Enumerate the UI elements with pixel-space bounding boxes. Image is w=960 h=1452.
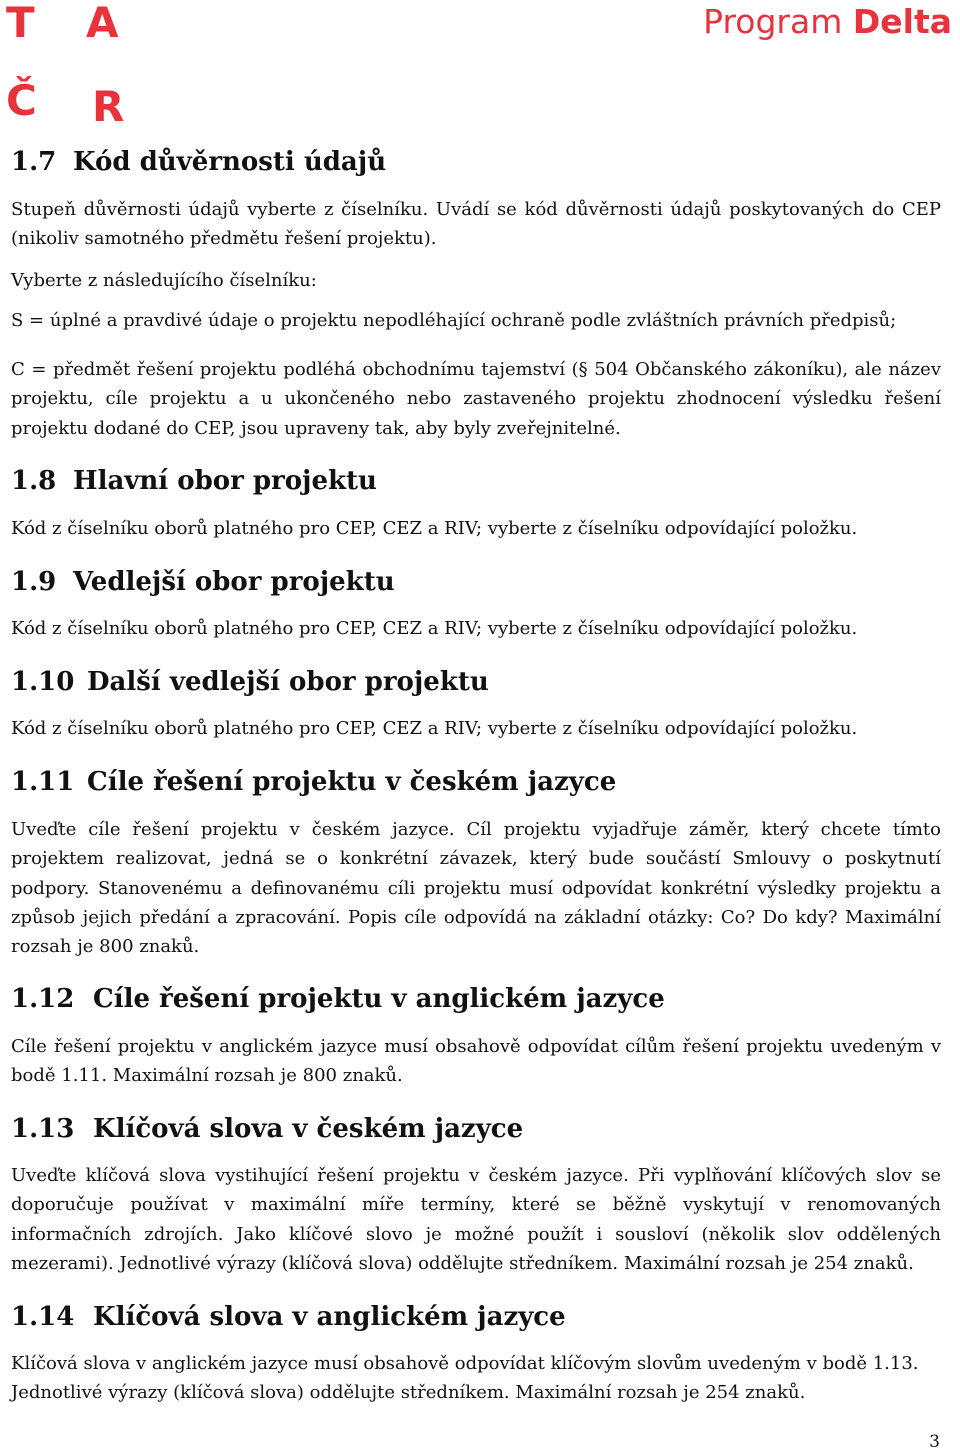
paragraph-select-codelist: Vyberte z následujícího číselníku: (11, 270, 317, 291)
section-title: Cíle řešení projektu v anglickém jazyce (93, 984, 665, 1014)
tacr-logo-letter-t: T (6, 0, 35, 47)
section-title: Hlavní obor projektu (73, 466, 377, 496)
section-heading-1-7 (11, 146, 386, 178)
paragraph-code-c: C = předmět řešení projektu podléhá obchodnímu tajemství (§ 504 Občanského zákoníku), ale název projektu, cíle projektu a u ukončeného nebo zastaveného projektu zhodnocení výsledku řešení projektu dodané do CEP, jsou upraveny tak, aby byly zveřejnitelné. (11, 359, 941, 439)
program-logo-bold: Delta (852, 2, 952, 41)
section-number: 1.10 (11, 667, 75, 697)
paragraph-goals-cz: Uveďte cíle řešení projektu v českém jazyce. Cíl projektu vyjadřuje záměr, který chcete tímto projektem realizovat, jedná se o konkrétní závazek, který bude součástí Smlouvy o poskytnutí podpory. Stanovenému a definovanému cíli projektu musí odpovídat konkrétní výsledky projektu a způsob jejich předání a zpracování. Popis cíle odpovídá na základní otázky: Co? Do kdy? Maximální rozsah je 800 znaků. (11, 819, 941, 958)
section-heading-1-11 (11, 766, 616, 798)
paragraph-code-s: S = úplné a pravdivé údaje o projektu nepodléhající ochraně podle zvláštních právních předpisů; (11, 310, 897, 331)
tacr-logo-letter-c: Č (6, 76, 37, 125)
section-number: 1.13 (11, 1114, 75, 1144)
section-heading-1-9 (11, 566, 395, 598)
program-logo-light: Program (703, 2, 853, 41)
section-heading-1-13 (11, 1113, 523, 1145)
tacr-logo-letter-a: A (86, 0, 119, 47)
paragraph-secondary-field: Kód z číselníku oborů platného pro CEP, CEZ a RIV; vyberte z číselníku odpovídající položku. (11, 618, 858, 639)
section-number: 1.9 (11, 567, 57, 597)
paragraph-keywords-cz: Uveďte klíčová slova vystihující řešení projektu v českém jazyce. Při vyplňování klíčových slov se doporučuje používat v maximální míře termíny, které se běžně vyskytují v renomovaných informačních zdrojích. Jako klíčové slovo je možné použít i sousloví (několik slov oddělených mezerami). Jednotlivé výrazy (klíčová slova) oddělujte středníkem. Maximální rozsah je 254 znaků. (11, 1165, 941, 1274)
section-number: 1.7 (11, 147, 57, 177)
section-heading-1-10 (11, 666, 489, 698)
paragraph-keywords-en: Klíčová slova v anglickém jazyce musí obsahově odpovídat klíčovým slovům uvedeným v bodě 1.13. Jednotlivé výrazy (klíčová slova) oddělujte středníkem. Maximální rozsah je 254 znaků. (11, 1353, 919, 1404)
section-heading-1-14 (11, 1301, 566, 1333)
section-heading-1-12 (11, 983, 665, 1015)
section-title: Cíle řešení projektu v českém jazyce (87, 767, 617, 797)
section-title: Kód důvěrnosti údajů (73, 147, 387, 177)
section-number: 1.12 (11, 984, 75, 1014)
section-number: 1.11 (11, 767, 75, 797)
paragraph-goals-en: Cíle řešení projektu v anglickém jazyce musí obsahově odpovídat cílům řešení projektu uvedeným v bodě 1.11. Maximální rozsah je 800 znaků. (11, 1036, 941, 1087)
program-delta-logo (703, 2, 952, 42)
paragraph-other-field: Kód z číselníku oborů platného pro CEP, CEZ a RIV; vyberte z číselníku odpovídající položku. (11, 718, 858, 739)
section-title: Klíčová slova v anglickém jazyce (93, 1302, 566, 1332)
paragraph-main-field: Kód z číselníku oborů platného pro CEP, CEZ a RIV; vyberte z číselníku odpovídající položku. (11, 518, 858, 539)
section-number: 1.8 (11, 466, 57, 496)
section-title: Vedlejší obor projektu (73, 567, 395, 597)
page-number: 3 (929, 1432, 940, 1452)
section-title: Další vedlejší obor projektu (87, 667, 489, 697)
tacr-logo-letter-r: R (92, 82, 125, 131)
paragraph-confidentiality-intro: Stupeň důvěrnosti údajů vyberte z číselníku. Uvádí se kód důvěrnosti údajů poskytovaných do CEP (nikoliv samotného předmětu řešení projektu). (11, 199, 941, 250)
section-title: Klíčová slova v českém jazyce (93, 1114, 524, 1144)
section-number: 1.14 (11, 1302, 75, 1332)
section-heading-1-8 (11, 465, 377, 497)
